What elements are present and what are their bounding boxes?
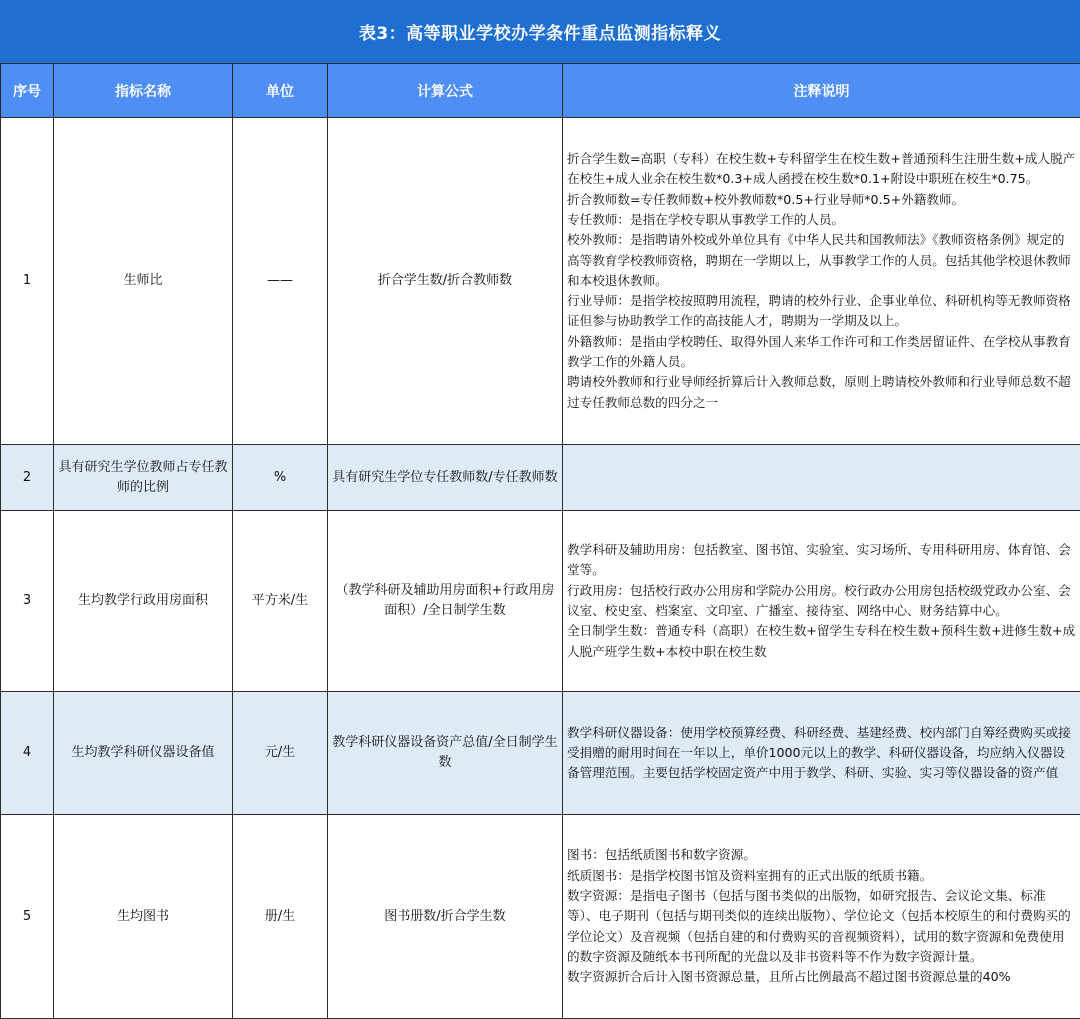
cell-formula: （教学科研及辅助用房面积+行政用房面积）/全日制学生数 — [328, 511, 563, 692]
table-row — [1, 815, 1080, 1019]
note-line: 外籍教师：是指由学校聘任、取得外国人来华工作许可和工作类居留证件、在学校从事教育教学工作的外籍人员。 — [567, 332, 1076, 373]
table-row — [1, 118, 1080, 445]
cell-formula: 图书册数/折合学生数 — [328, 815, 563, 1019]
cell-unit: % — [233, 445, 328, 511]
note-line: 聘请校外教师和行业导师经折算后计入教师总数，原则上聘请校外教师和行业导师总数不超过专任教师总数的四分之一 — [567, 372, 1076, 413]
header-index: 序号 — [1, 64, 54, 118]
cell-index: 3 — [1, 511, 54, 692]
header-note: 注释说明 — [563, 64, 1080, 118]
header-unit: 单位 — [233, 64, 328, 118]
table-row — [1, 445, 1080, 511]
cell-unit: 元/生 — [233, 692, 328, 815]
cell-unit: 册/生 — [233, 815, 328, 1019]
note-line: 全日制学生数：普通专科（高职）在校生数+留学生专科在校生数+预科生数+进修生数+成人脱产班学生数+本校中职在校生数 — [567, 621, 1076, 662]
header-name: 指标名称 — [54, 64, 233, 118]
cell-name: 生均教学行政用房面积 — [54, 511, 233, 692]
cell-index: 1 — [1, 118, 54, 445]
note-line: 校外教师：是指聘请外校或外单位具有《中华人民共和国教师法》《教师资格条例》规定的高等教育学校教师资格，聘期在一学期以上，从事教学工作的人员。包括其他学校退休教师和本校退休教师。 — [567, 230, 1076, 291]
cell-unit: 平方米/生 — [233, 511, 328, 692]
header-formula: 计算公式 — [328, 64, 563, 118]
table-row — [1, 511, 1080, 692]
cell-formula: 折合学生数/折合教师数 — [328, 118, 563, 445]
table-title: 表3：高等职业学校办学条件重点监测指标释义 — [0, 0, 1080, 63]
cell-index: 2 — [1, 445, 54, 511]
note-line: 教学科研仪器设备：使用学校预算经费、科研经费、基建经费、校内部门自筹经费购买或接受捐赠的耐用时间在一年以上，单价1000元以上的教学、科研仪器设备，均应纳入仪器设备管理范围。主要包括学校固定资产中用于教学、科研、实验、实习等仪器设备的资产值 — [567, 723, 1076, 784]
note-line: 数字资源：是指电子图书（包括与图书类似的出版物，如研究报告、会议论文集、标准等）、电子期刊（包括与期刊类似的连续出版物）、学位论文（包括本校原生的和付费购买的学位论文）及音视频（包括自建的和付费购买的音视频资料），试用的数字资源和免费使用的数字资源及随纸本书刊所配的光盘以及非书资料等不作为数字资源计量。 — [567, 886, 1076, 967]
cell-note — [563, 815, 1080, 1019]
cell-note — [563, 445, 1080, 511]
cell-unit: —— — [233, 118, 328, 445]
cell-index: 4 — [1, 692, 54, 815]
cell-name: 具有研究生学位教师占专任教师的比例 — [54, 445, 233, 511]
cell-note — [563, 118, 1080, 445]
cell-name: 生均教学科研仪器设备值 — [54, 692, 233, 815]
header-row — [1, 64, 1080, 118]
note-line: 专任教师：是指在学校专职从事教学工作的人员。 — [567, 210, 1076, 230]
note-line: 教学科研及辅助用房：包括教室、图书馆、实验室、实习场所、专用科研用房、体育馆、会堂等。 — [567, 540, 1076, 581]
cell-note — [563, 511, 1080, 692]
note-line: 折合教师数=专任教师数+校外教师数*0.5+行业导师*0.5+外籍教师。 — [567, 190, 1076, 210]
cell-formula: 教学科研仪器设备资产总值/全日制学生数 — [328, 692, 563, 815]
table-row — [1, 692, 1080, 815]
indicator-table — [0, 63, 1080, 1019]
note-line: 行政用房：包括校行政办公用房和学院办公用房。校行政办公用房包括校级党政办公室、会议室、校史室、档案室、文印室、广播室、接待室、网络中心、财务结算中心。 — [567, 581, 1076, 622]
note-line: 行业导师：是指学校按照聘用流程，聘请的校外行业、企事业单位、科研机构等无教师资格证但参与协助教学工作的高技能人才，聘期为一学期及以上。 — [567, 291, 1076, 332]
note-line: 纸质图书：是指学校图书馆及资料室拥有的正式出版的纸质书籍。 — [567, 866, 1076, 886]
note-line: 图书：包括纸质图书和数字资源。 — [567, 845, 1076, 865]
cell-name: 生师比 — [54, 118, 233, 445]
note-line: 数字资源折合后计入图书资源总量，且所占比例最高不超过图书资源总量的40% — [567, 967, 1076, 987]
note-line: 折合学生数=高职（专科）在校生数+专科留学生在校生数+普通预科生注册生数+成人脱产在校生+成人业余在校生数*0.3+成人函授在校生数*0.1+附设中职班在校生*0.75。 — [567, 149, 1076, 190]
cell-name: 生均图书 — [54, 815, 233, 1019]
cell-index: 5 — [1, 815, 54, 1019]
cell-note — [563, 692, 1080, 815]
cell-formula: 具有研究生学位专任教师数/专任教师数 — [328, 445, 563, 511]
